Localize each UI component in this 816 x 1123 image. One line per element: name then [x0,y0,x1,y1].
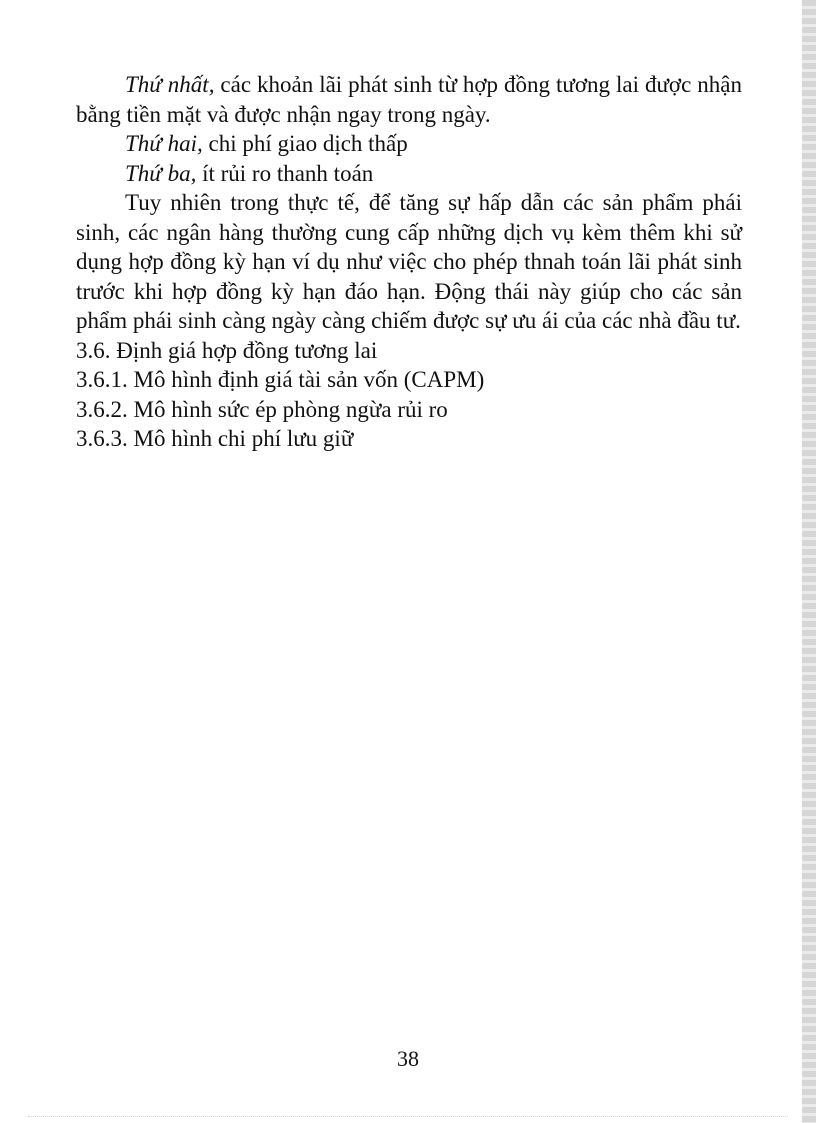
paragraph-lead-second: Thứ hai, [125,131,203,156]
page-edge-shadow [802,0,816,1123]
subsection-heading-3-6-2: 3.6.2. Mô hình sức ép phòng ngừa rủi ro [76,396,448,422]
paragraph-lead-first: Thứ nhất, [125,72,215,97]
subsection-heading-3-6-3: 3.6.3. Mô hình chi phí lưu giữ [76,426,354,451]
paragraph-text-first: các khoản lãi phát sinh từ hợp đồng tương lai được nhận bằng tiền mặt và được nhận ngay trong ngày. [76,72,742,127]
paragraph-second-point [76,129,742,159]
subsection-heading-3-6-1: 3.6.1. Mô hình định giá tài sản vốn (CAPM) [76,367,485,392]
paragraph-text-second: chi phí giao dịch thấp [202,131,408,156]
paragraph-lead-third: Thứ ba, [125,160,197,186]
section-heading-3-6: 3.6. Định giá hợp đồng tương lai [76,337,378,363]
paragraph-first-point [76,70,742,129]
page-body [76,70,742,454]
paragraph-third-point [76,159,742,189]
paragraph-text-third: ít rủi ro thanh toán [196,160,374,186]
page-number: 38 [397,1046,419,1071]
paragraph-however: Tuy nhiên trong thực tế, để tăng sự hấp dẫn các sản phẩm phái sinh, các ngân hàng thường cung cấp những dịch vụ kèm thêm khi sử dụng hợp đồng kỳ hạn ví dụ như việc cho phép thnah toán lãi phát sinh trước khi hợp đồng kỳ hạn đáo hạn. Động thái này giúp cho các sản phẩm phái sinh càng ngày càng chiếm được sự ưu ái của các nhà đầu tư. [76,190,742,333]
page-bottom-border [28,1116,788,1117]
